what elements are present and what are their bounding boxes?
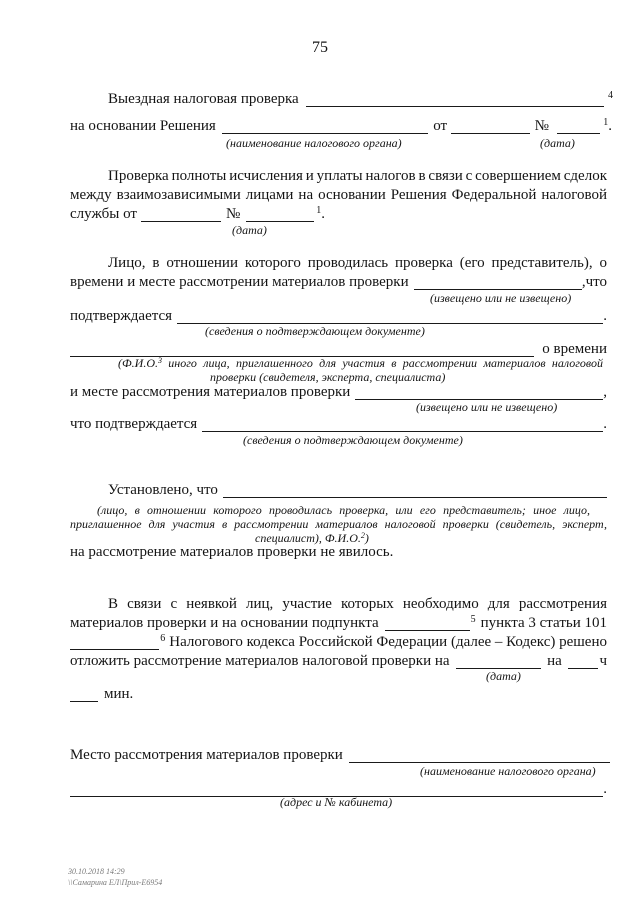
venue-address-end: . — [603, 781, 607, 797]
other-person-confirmation-label: что подтверждается — [70, 416, 198, 432]
notification-status-caption: (извещено или не извещено) — [430, 291, 572, 305]
fns-decision-number-label: № — [225, 206, 241, 222]
venue-org-caption: (наименование налогового органа) — [420, 764, 596, 778]
footnote-ref-1b: 1 — [316, 205, 322, 216]
related-check-line-2 — [70, 186, 607, 205]
fns-decision-date-label: службы от — [70, 206, 137, 222]
other-person-confirmation-line — [70, 415, 607, 434]
absent-person-caption-1-text: (лицо, в отношении которого проводилась проверка, или его представитель; иное лицо, — [97, 503, 590, 517]
postponement-line-4 — [70, 652, 607, 671]
venue-line — [70, 746, 610, 765]
article-part-blank — [70, 633, 159, 650]
other-person-caption-1b: иного лица, приглашенного для участия в рассмотрении материалов налоговой — [161, 356, 603, 370]
fns-decision-date-blank — [141, 205, 221, 222]
postponement-hours-blank — [568, 652, 599, 669]
audit-type-blank — [306, 90, 604, 107]
decision-org-caption: (наименование налогового органа) — [226, 136, 402, 150]
postponement-hours-unit: ч — [599, 653, 607, 669]
other-person-status-blank — [355, 383, 603, 400]
postponement-line-3 — [70, 633, 607, 652]
venue-address-caption: (адрес и № кабинета) — [280, 795, 393, 809]
related-check-text-2: между взаимозависимыми лицами на основании Решения Федеральной налоговой — [70, 187, 607, 203]
other-person-end: о времени — [542, 341, 607, 357]
postponement-date-blank — [456, 652, 542, 669]
confirmation-label: подтверждается — [70, 308, 173, 324]
venue-org-blank — [349, 746, 610, 763]
other-person-document-caption: (сведения о подтверждающем документе) — [243, 433, 463, 447]
other-person-confirmation-end: . — [603, 416, 607, 432]
postponement-line-1 — [108, 595, 607, 614]
decision-basis-line — [70, 117, 612, 136]
absent-person-caption-2 — [70, 517, 607, 531]
other-person-name-blank — [70, 340, 534, 357]
postponement-minutes-blank — [70, 685, 98, 702]
other-person-document-blank — [202, 415, 603, 432]
footnote-ref-1: 1 — [603, 117, 609, 128]
postponement-basis-label: материалов проверки и на основании подпункта — [70, 615, 379, 631]
decision-basis-end: . — [608, 118, 612, 134]
notification-label: времени и месте рассмотрении материалов проверки — [70, 274, 409, 290]
decision-basis-label: на основании Решения — [70, 118, 216, 134]
absence-result: на рассмотрение материалов проверки не явилось. — [70, 544, 394, 560]
notification-status-blank — [414, 273, 582, 290]
postponement-line-5 — [70, 685, 133, 704]
other-person-caption-2: проверки (свидетеля, эксперта, специалиста) — [210, 370, 446, 384]
page-number: 75 — [312, 39, 328, 56]
confirmation-document-blank — [177, 307, 603, 324]
related-check-line-1 — [108, 167, 607, 186]
postponement-date-caption: (дата) — [486, 669, 521, 683]
related-check-end: . — [321, 206, 325, 222]
footnote-ref-4: 4 — [608, 90, 613, 101]
fns-decision-date-caption: (дата) — [232, 223, 267, 237]
decision-org-blank — [222, 117, 428, 134]
absent-person-caption-3b: ) — [364, 531, 369, 545]
decision-date-blank — [451, 117, 530, 134]
decision-date-label: от — [433, 118, 448, 134]
footnote-ref-6: 6 — [160, 633, 166, 644]
other-person-caption-1 — [118, 356, 603, 370]
footnote-ref-3: 3 — [157, 356, 162, 365]
other-person-status-caption: (извещено или не извещено) — [416, 400, 558, 414]
postponement-time-label: на — [547, 653, 562, 669]
postponement-text-1: В связи с неявкой лиц, участие которых необходимо для рассмотрения — [108, 596, 607, 612]
venue-label: Место рассмотрения материалов проверки — [70, 747, 343, 763]
footnote-ref-5: 5 — [470, 614, 476, 625]
absent-person-caption-2-text: приглашенное для участия в рассмотрении материалов налоговой проверки (свидетель, эксперт, — [70, 517, 607, 531]
footnote-ref-2: 2 — [360, 531, 365, 540]
established-label: Установлено, что — [108, 482, 218, 498]
postponement-code-text: Налогового кодекса Российской Федерации (далее – Кодекс) решено — [169, 634, 607, 650]
related-check-text-1: Проверка полноты исчисления и уплаты налогов в связи с совершением сделок — [108, 168, 607, 184]
absent-person-caption-1 — [97, 503, 590, 517]
absent-person-caption-3a: специалист), Ф.И.О. — [255, 531, 361, 545]
postponement-line-2 — [70, 614, 607, 633]
notification-end: ,что — [581, 274, 607, 290]
other-person-caption-1a: (Ф.И.О. — [118, 356, 158, 370]
notification-line-2 — [70, 273, 607, 292]
established-line — [108, 481, 607, 500]
fns-decision-number-blank — [246, 205, 314, 222]
confirmation-document-caption: (сведения о подтверждающем документе) — [205, 324, 425, 338]
decision-number-label: № — [534, 118, 549, 134]
footer-file-path: \\Самарина ЕЛ\Прил-Е6954 — [68, 878, 163, 887]
confirmation-end: . — [603, 308, 607, 324]
decision-number-blank — [557, 117, 600, 134]
footer-timestamp: 30.10.2018 14:29 — [68, 867, 125, 876]
postponement-date-label: отложить рассмотрение материалов налоговой проверки на — [70, 653, 450, 669]
audit-type-line — [108, 90, 613, 109]
decision-date-caption: (дата) — [540, 136, 575, 150]
other-person-place-label: и месте рассмотрения материалов проверки — [70, 384, 351, 400]
absent-person-blank — [223, 481, 607, 498]
audit-type-label: Выездная налоговая проверка — [108, 91, 299, 107]
notification-text-1: Лицо, в отношении которого проводилась проверка (его представитель), о — [108, 255, 607, 271]
notification-line-1 — [108, 254, 607, 273]
postponement-minutes-unit: мин. — [104, 686, 134, 702]
postponement-article: пункта 3 статьи 101 — [480, 615, 607, 631]
other-person-place-end: , — [603, 384, 607, 400]
related-check-line-3 — [70, 205, 325, 224]
subparagraph-blank — [385, 614, 470, 631]
